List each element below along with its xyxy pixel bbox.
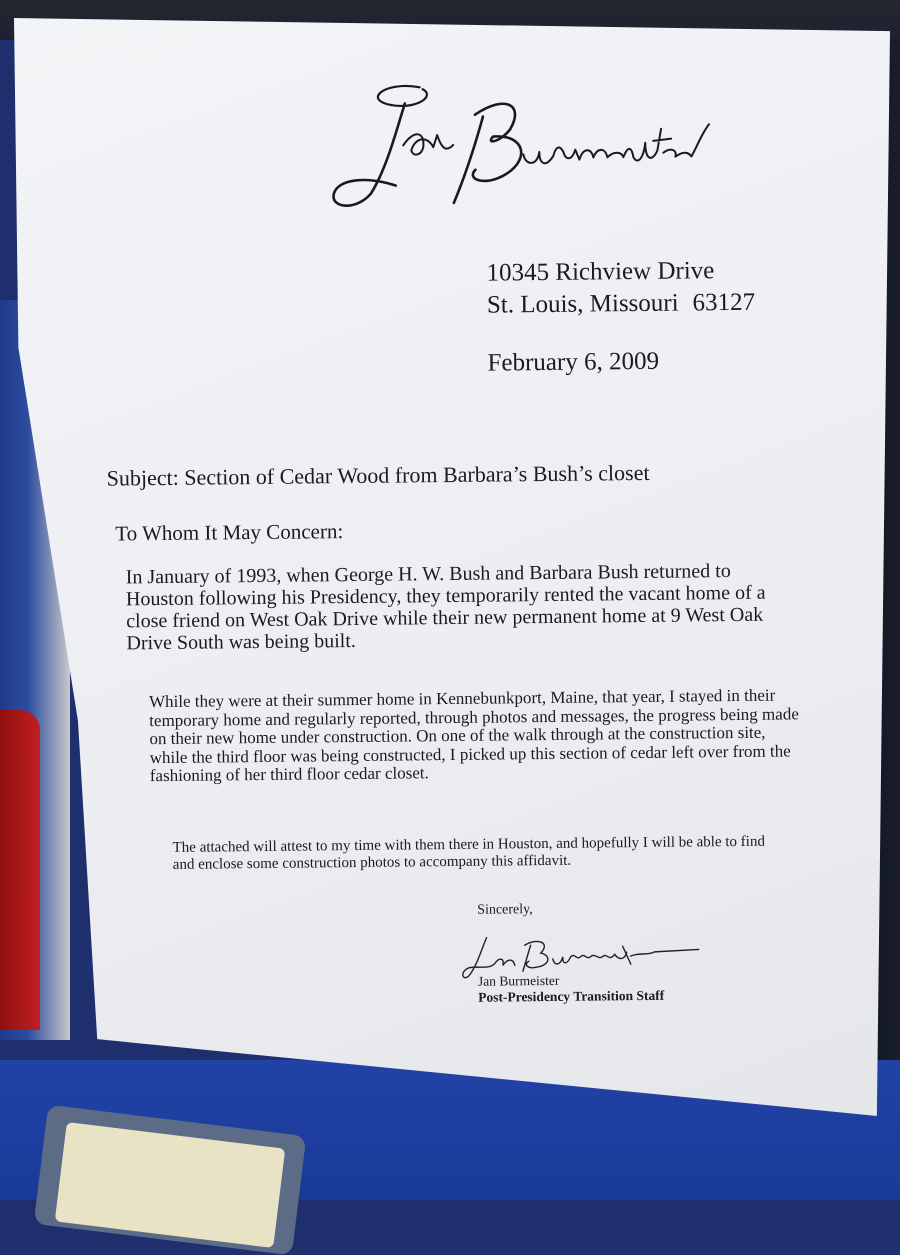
- body-paragraph-3: The attached will attest to my time with them there in Houston, and hopefully I will be able to find and enclose some construction photos to accompany this affidavit.: [172, 833, 766, 873]
- signer-title: Post-Presidency Transition Staff: [478, 987, 665, 1005]
- letterhead-signature-logo: [325, 72, 716, 221]
- address-city-line: [487, 287, 756, 322]
- address-street: 10345 Richview Drive: [486, 257, 715, 287]
- body-paragraph-2: While they were at their summer home in Kennebunkport, Maine, that year, I stayed in their temporary home and regularly reported, through photos and messages, the progress being made on their new home under construction. On one of the walk through at the construction site, while the third floor was being constructed, I picked up this section of cedar left over from the fashioning of her third floor cedar closet.: [148, 685, 799, 786]
- letter-date: February 6, 2009: [487, 347, 660, 377]
- address-city-state: St. Louis, Missouri: [486, 289, 679, 319]
- signer-block: [478, 972, 664, 1006]
- closing: Sincerely,: [477, 902, 533, 918]
- body-paragraph-1: In January of 1993, when George H. W. Bush and Barbara Bush returned to Houston following his Presidency, they temporarily rented the vacant home of a close friend on West Oak Drive while their new permanent home at 9 West Oak Drive South was being built.: [125, 560, 766, 655]
- address-zip: 63127: [692, 288, 756, 317]
- signer-name: Jan Burmeister: [477, 972, 560, 989]
- letter-subject: Subject: Section of Cedar Wood from Barbara’s Bush’s closet: [106, 459, 650, 491]
- sender-address: [486, 255, 755, 322]
- salutation: To Whom It May Concern:: [115, 519, 344, 546]
